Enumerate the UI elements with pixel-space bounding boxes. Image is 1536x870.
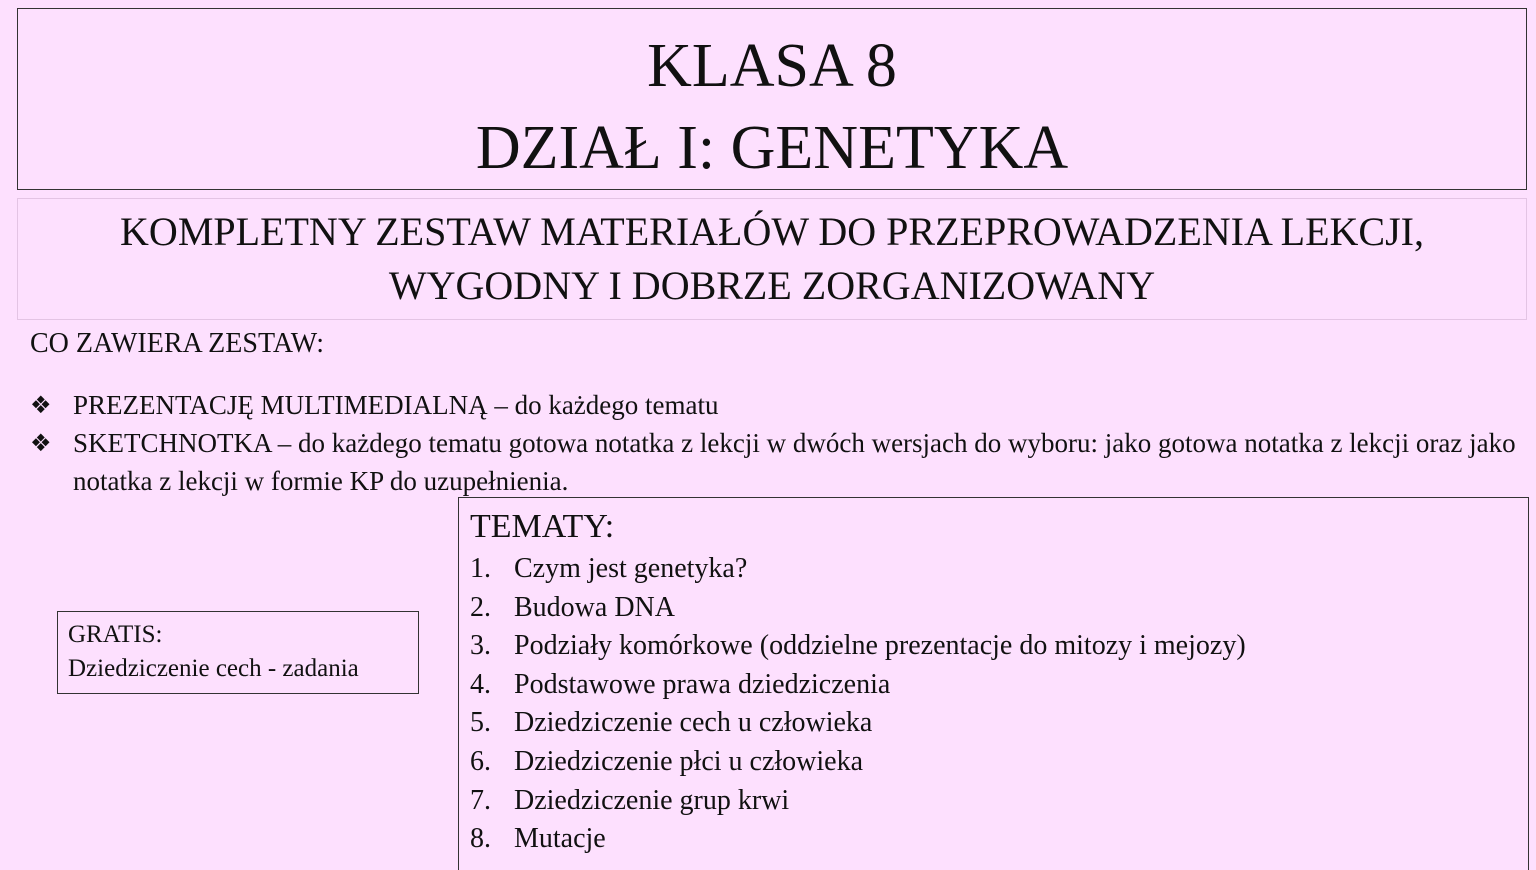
topic-number: 3.	[470, 630, 491, 662]
topic-item	[470, 666, 1246, 705]
contents-list	[30, 386, 1520, 500]
contents-heading: CO ZAWIERA ZESTAW:	[30, 328, 324, 359]
gratis-box	[57, 611, 419, 694]
topics-heading: TEMATY:	[470, 508, 615, 545]
section-title: DZIAŁ I: GENETYKA	[475, 114, 1069, 182]
topic-number: 6.	[470, 745, 491, 777]
topic-number: 1.	[470, 553, 491, 584]
topic-text: Dziedziczenie cech u człowieka	[514, 707, 873, 739]
class-title: KLASA 8	[647, 32, 897, 100]
gratis-label: GRATIS:	[68, 621, 163, 648]
topic-number: 5.	[470, 707, 491, 739]
title-box	[17, 8, 1527, 190]
topics-box	[458, 497, 1529, 870]
four-diamond-bullet-icon: ❖	[30, 391, 52, 419]
gratis-text: Dziedziczenie cech - zadania	[68, 655, 359, 682]
topic-text: Podziały komórkowe (oddzielne prezentacje do mitozy i mejozy)	[514, 630, 1246, 662]
topic-text: Dziedziczenie grup krwi	[514, 784, 790, 816]
topic-item	[470, 820, 1246, 859]
topic-item	[470, 782, 1246, 821]
list-item	[30, 386, 1520, 424]
topic-number: 2.	[470, 591, 491, 623]
topic-item	[470, 589, 1246, 628]
topic-text: Mutacje	[514, 823, 606, 855]
list-item-text: SKETCHNOTKA – do każdego tematu gotowa notatka z lekcji w dwóch wersjach do wyboru: jako gotowa notatka z lekcji oraz jako notatka z lekcji w formie KP do uzupełnienia.	[73, 428, 1516, 496]
list-item-text: PREZENTACJĘ MULTIMEDIALNĄ – do każdego tematu	[73, 390, 719, 420]
topic-item	[470, 743, 1246, 782]
subtitle-line-1: KOMPLETNY ZESTAW MATERIAŁÓW DO PRZEPROWADZENIA LEKCJI,	[120, 209, 1424, 254]
list-item	[30, 424, 1520, 500]
topic-text: Czym jest genetyka?	[514, 553, 748, 584]
subtitle-box	[17, 198, 1527, 320]
topic-text: Podstawowe prawa dziedziczenia	[514, 668, 891, 700]
subtitle-line-2: WYGODNY I DOBRZE ZORGANIZOWANY	[388, 263, 1156, 308]
topic-item	[470, 704, 1246, 743]
topics-list	[470, 550, 1246, 859]
four-diamond-bullet-icon: ❖	[30, 429, 52, 457]
topic-text: Budowa DNA	[514, 591, 675, 623]
topic-item	[470, 627, 1246, 666]
topic-number: 8.	[470, 823, 491, 855]
topic-number: 4.	[470, 668, 491, 700]
topic-item	[470, 550, 1246, 589]
topic-number: 7.	[470, 784, 491, 816]
topic-text: Dziedziczenie płci u człowieka	[514, 745, 864, 777]
